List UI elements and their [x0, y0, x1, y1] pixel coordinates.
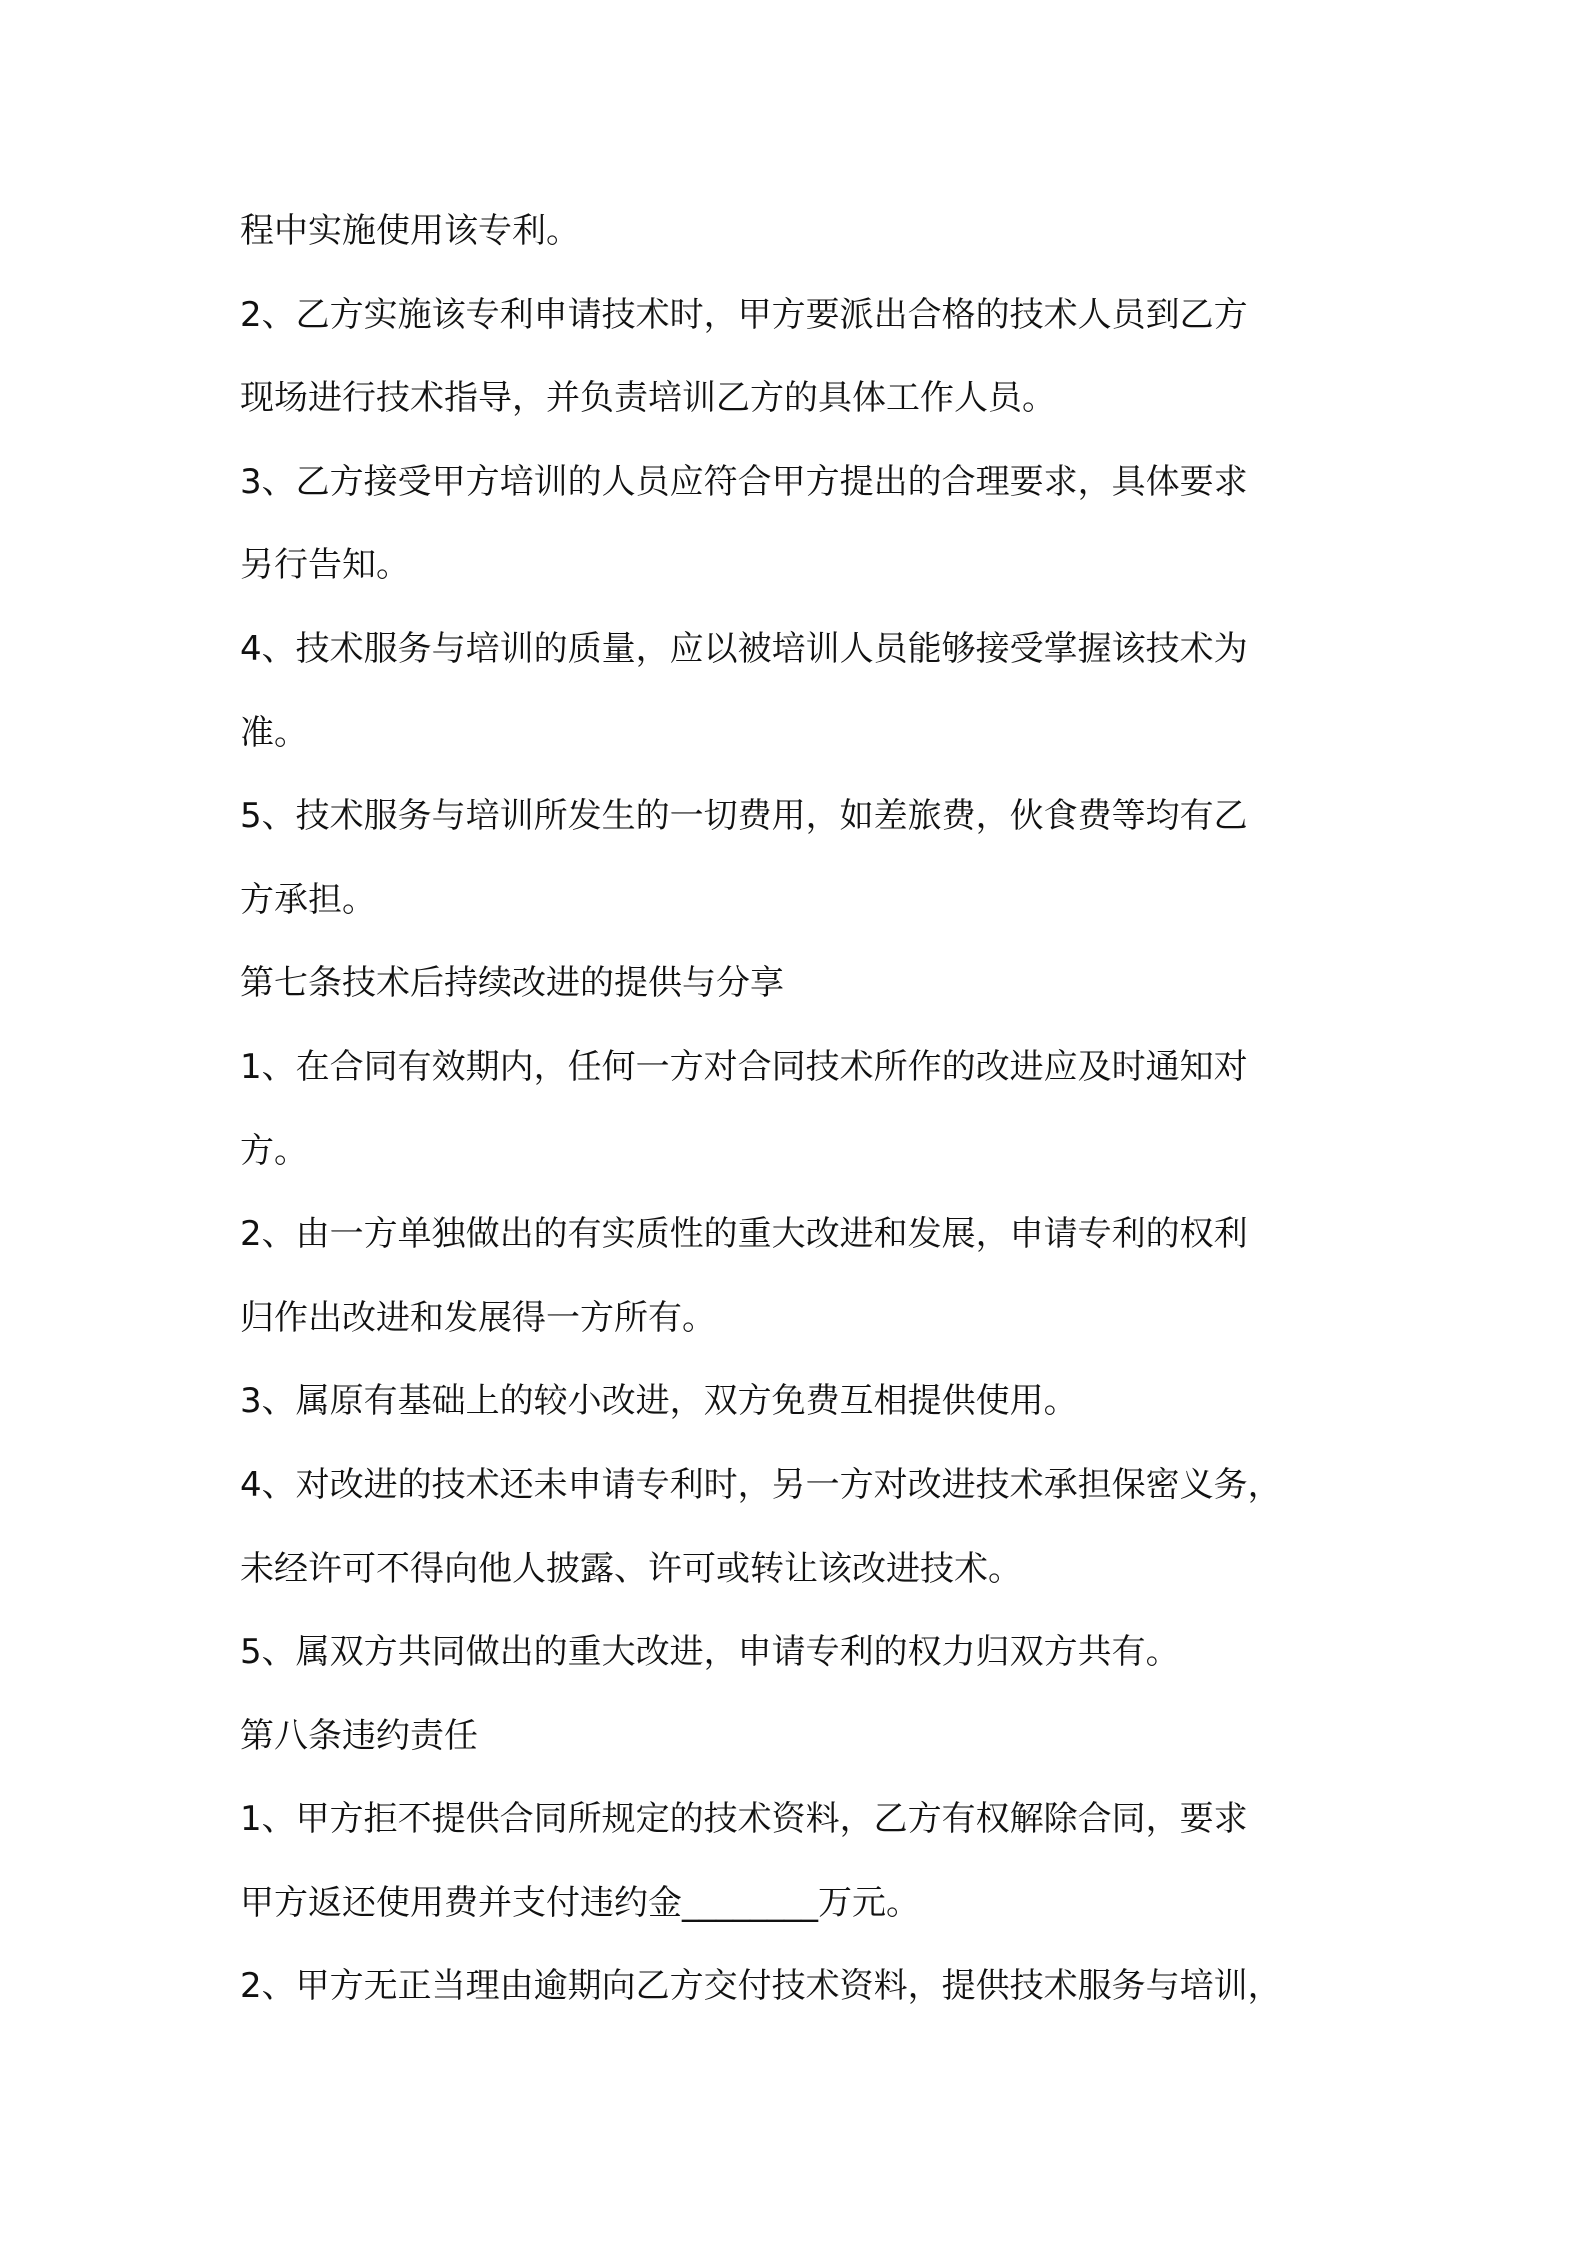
- text-line-22: 2、甲方无正当理由逾期向乙方交付技术资料，提供技术服务与培训，: [240, 1966, 1282, 2007]
- text-line-18: 5、属双方共同做出的重大改进，申请专利的权力归双方共有。: [240, 1632, 1180, 1673]
- section-heading-article-8: 第八条违约责任: [240, 1715, 478, 1756]
- text-line-5: 另行告知。: [240, 545, 410, 586]
- text-line-16: 4、对改进的技术还未申请专利时，另一方对改进技术承担保密义务，: [240, 1464, 1282, 1505]
- text-line-1: 程中实施使用该专利。: [240, 211, 580, 251]
- text-line-4: 3、乙方接受甲方培训的人员应符合甲方提出的合理要求，具体要求: [240, 461, 1248, 502]
- text-line-7: 准。: [240, 712, 308, 753]
- document-body: [240, 190, 1365, 2029]
- text-line-12: 方。: [240, 1130, 308, 1171]
- text-line-6: 4、技术服务与培训的质量，应以被培训人员能够接受掌握该技术为: [240, 628, 1248, 669]
- text-line-15: 3、属原有基础上的较小改进，双方免费互相提供使用。: [240, 1381, 1078, 1422]
- text-line-8: 5、技术服务与培训所发生的一切费用，如差旅费，伙食费等均有乙: [240, 796, 1248, 837]
- text-line-3: 现场进行技术指导，并负责培训乙方的具体工作人员。: [240, 378, 1056, 419]
- text-line-21: 甲方返还使用费并支付违约金________万元。: [240, 1882, 920, 1923]
- text-line-13: 2、由一方单独做出的有实质性的重大改进和发展，申请专利的权利: [240, 1214, 1248, 1255]
- section-heading-article-7: 第七条技术后持续改进的提供与分享: [240, 963, 784, 1004]
- text-line-11: 1、在合同有效期内，任何一方对合同技术所作的改进应及时通知对: [240, 1046, 1248, 1087]
- text-line-17: 未经许可不得向他人披露、许可或转让该改进技术。: [240, 1548, 1022, 1589]
- text-line-20: 1、甲方拒不提供合同所规定的技术资料，乙方有权解除合同，要求: [240, 1799, 1248, 1840]
- text-line-2: 2、乙方实施该专利申请技术时，甲方要派出合格的技术人员到乙方: [240, 294, 1248, 335]
- text-line-14: 归作出改进和发展得一方所有。: [240, 1297, 716, 1338]
- text-line-9: 方承担。: [240, 879, 376, 920]
